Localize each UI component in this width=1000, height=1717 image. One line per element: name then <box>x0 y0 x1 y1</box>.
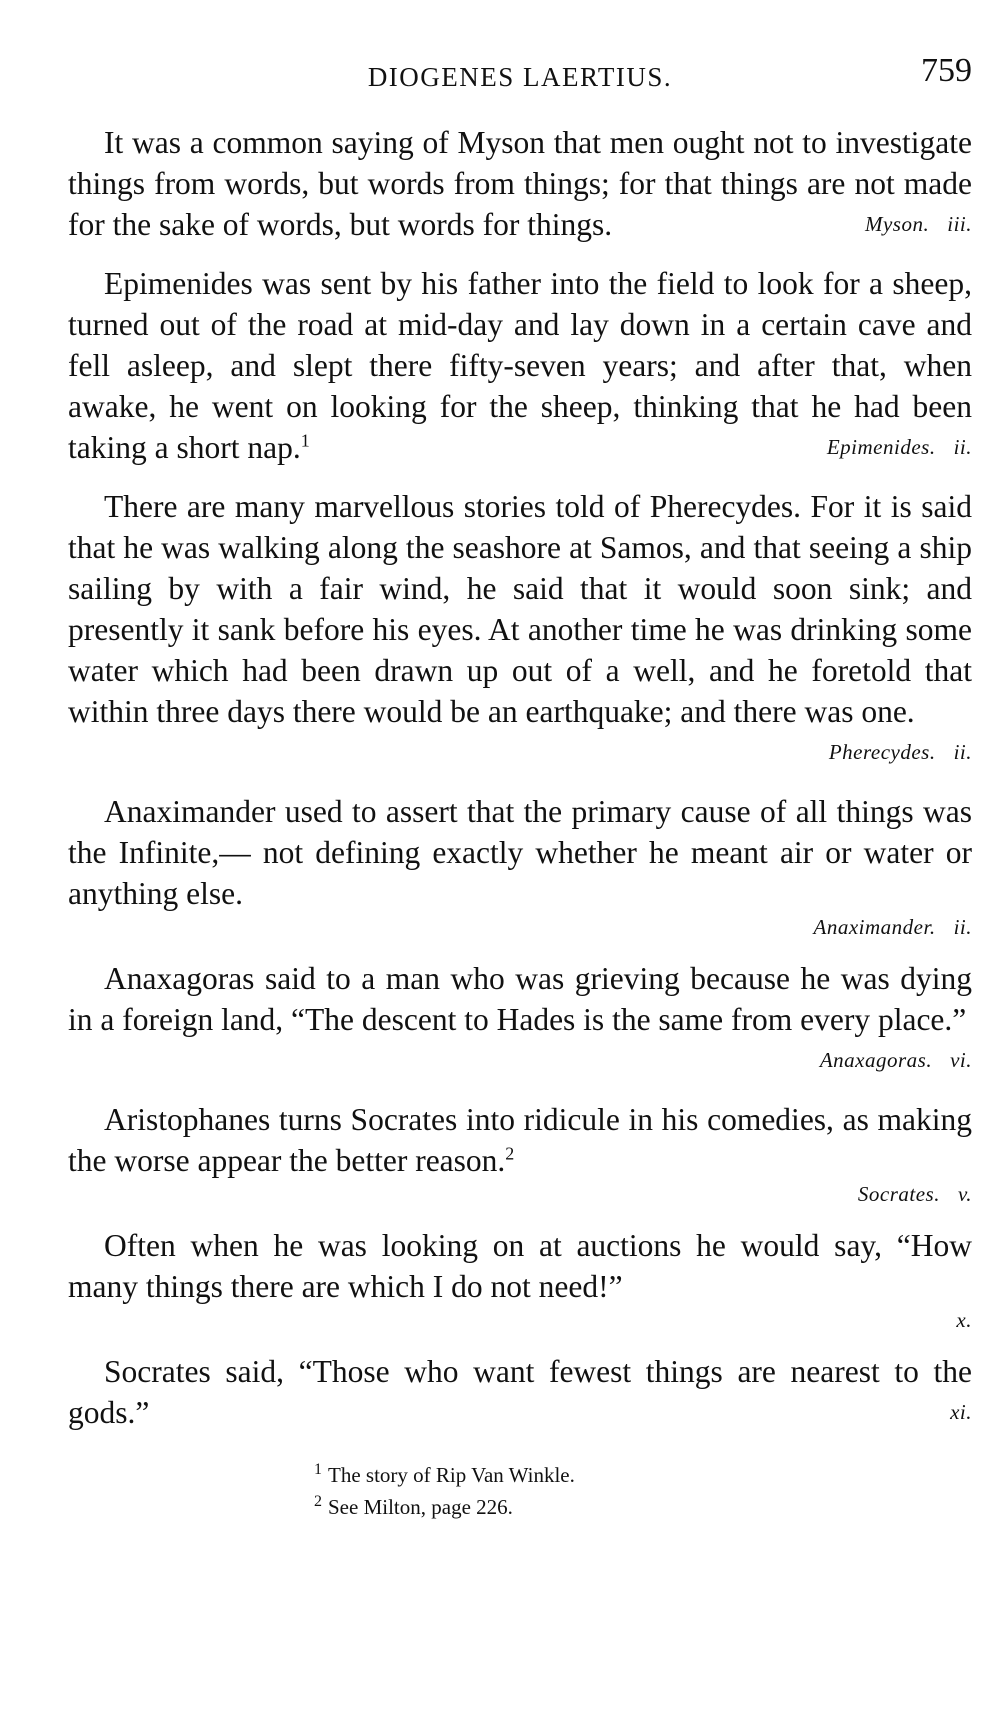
passage-text: Anaximander used to assert that the primary cause of all things was the Infinite,— not defining exactly whether he meant air or water or anything else. <box>68 794 972 911</box>
passage-pherecydes <box>68 486 972 773</box>
citation <box>896 1392 972 1433</box>
footnote <box>314 1459 972 1491</box>
citation <box>791 427 972 468</box>
passage-anaximander <box>68 791 972 940</box>
footnote-text: The story of Rip Van Winkle. <box>328 1463 575 1487</box>
passage-epimenides <box>68 263 972 468</box>
passage-myson <box>68 122 972 245</box>
citation-ref: ii. <box>953 435 972 459</box>
passage-text: Socrates said, “Those who want fewest things are nearest to the gods.” <box>68 1354 972 1430</box>
citation-source: Myson. <box>864 212 930 236</box>
footnote <box>314 1491 972 1523</box>
passage-text: Often when he was looking on at auctions he would say, “How many things there are which I do not need!” <box>68 1228 972 1304</box>
citation <box>784 1040 972 1081</box>
citation-ref: v. <box>957 1182 972 1206</box>
running-header <box>68 52 972 104</box>
citation-source: Epimenides. <box>826 435 936 459</box>
citation-ref: ii. <box>953 915 972 939</box>
footnote-ref: 2 <box>505 1143 515 1164</box>
passage-text: Aristophanes turns Socrates into ridicule in his comedies, as making the worse appear the better reason. <box>68 1102 972 1178</box>
citation-ref: ii. <box>953 740 972 764</box>
citation <box>68 914 972 940</box>
book-page <box>68 52 972 1523</box>
passage-text: Anaxagoras said to a man who was grieving because he was dying in a foreign land, “The descent to Hades is the same from every place.” <box>68 961 972 1037</box>
footnote-mark: 2 <box>314 1493 322 1510</box>
citation-source: Anaximander. <box>813 915 936 939</box>
footnote-mark: 1 <box>314 1461 322 1478</box>
passage-auctions <box>68 1225 972 1333</box>
citation-ref: xi. <box>950 1400 972 1424</box>
citation-source: Socrates. <box>857 1182 940 1206</box>
citation-ref: vi. <box>950 1048 972 1072</box>
citation <box>68 1307 972 1333</box>
citation-ref: x. <box>956 1308 972 1332</box>
passage-text: There are many marvellous stories told of Pherecydes. For it is said that he was walking along the seashore at Samos, and that seeing a ship sailing by with a fair wind, he said that it would soon sink; and presently it sank before his eyes. At another time he was drinking some water which had been drawn up out of a well, and he foretold that within three days there would be an earthquake; and there was one. <box>68 489 972 729</box>
citation-source: Anaxagoras. <box>819 1048 933 1072</box>
footnotes <box>68 1459 972 1523</box>
citation-source: Pherecydes. <box>828 740 936 764</box>
passage-anaxagoras <box>68 958 972 1081</box>
page-number: 759 <box>921 52 972 89</box>
citation <box>793 732 972 773</box>
citation <box>829 204 972 245</box>
citation-ref: iii. <box>947 212 972 236</box>
passage-fewest-things <box>68 1351 972 1433</box>
passage-text: It was a common saying of Myson that men ought not to investigate things from words, but words from things; for that things are not made for the sake of words, but words for things. <box>68 125 972 242</box>
footnote-text: See Milton, page 226. <box>328 1495 513 1519</box>
header-title: DIOGENES LAERTIUS. <box>367 62 673 92</box>
passage-text: Epimenides was sent by his father into the field to look for a sheep, turned out of the road at mid-day and lay down in a certain cave and fell asleep, and slept there fifty-seven years; and after that, when awake, he went on looking for the sheep, thinking that he had been taking a short nap. <box>68 266 972 465</box>
passage-socrates-ridicule <box>68 1099 972 1207</box>
citation <box>68 1181 972 1207</box>
footnote-ref: 1 <box>300 430 310 451</box>
